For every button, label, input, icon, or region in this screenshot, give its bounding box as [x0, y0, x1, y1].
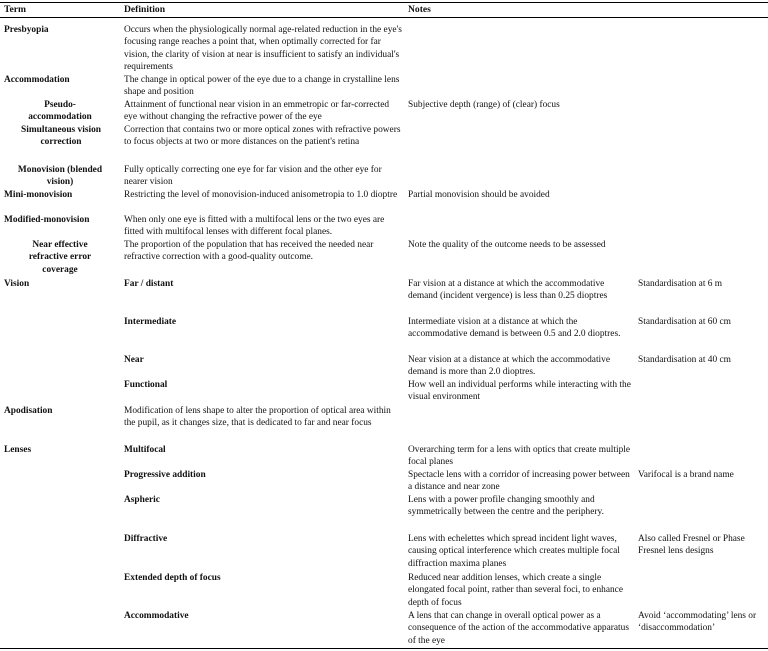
- definition-simultaneous-vision: Correction that contains two or more optical zones with refractive powers to focus objects at two or more distances on the patient's retina: [124, 125, 401, 148]
- lenses-multifocal: Multifocal: [124, 445, 166, 455]
- lenses-accommodative-extra: Avoid ‘accommodating’ lens or ‘disaccommodation’: [638, 611, 757, 634]
- term-near-effective-coverage: Near effective refractive error coverage: [28, 240, 92, 275]
- header-term: Term: [4, 4, 27, 15]
- lenses-diffractive-extra: Also called Fresnel or Phase Fresnel lens designs: [638, 534, 745, 557]
- header-definition: Definition: [124, 4, 166, 15]
- top-rule: [0, 2, 768, 3]
- vision-intermediate: Intermediate: [124, 317, 177, 327]
- lenses-extended-depth: Extended depth of focus: [124, 573, 221, 583]
- term-mini-monovision: Mini-monovision: [4, 190, 73, 200]
- term-vision: Vision: [4, 279, 30, 289]
- definition-pseudo-accommodation: Attainment of functional near vision in an emmetropic or far-corrected eye without changing the refractive power of the eye: [124, 100, 390, 123]
- lenses-diffractive-notes: Lens with echelettes which spread incident light waves, causing optical interference which creates multiple focal diffraction maxima planes: [408, 534, 620, 569]
- definition-mini-monovision: Restricting the level of monovision-induced anisometropia to 1.0 dioptre: [124, 190, 398, 200]
- definition-presbyopia: Occurs when the physiologically normal age-related reduction in the eye's focusing range reaches a point that, when optimally corrected for far vision, the clarity of vision at near is insufficient to satisfy an individual's requirements: [124, 25, 402, 73]
- header-rule: [0, 17, 768, 18]
- definition-modified-monovision: When only one eye is fitted with a multifocal lens or the two eyes are fitted with multifocal lenses with different focal planes.: [124, 215, 385, 238]
- term-presbyopia: Presbyopia: [4, 25, 49, 35]
- lenses-extended-depth-notes: Reduced near addition lenses, which create a single elongated focal point, rather than several foci, to enhance depth of focus: [408, 573, 624, 608]
- lenses-diffractive: Diffractive: [124, 534, 168, 544]
- lenses-progressive-notes: Spectacle lens with a corridor of increasing power between a distance and near zone: [408, 470, 630, 493]
- definition-accommodation: The change in optical power of the eye due to a change in crystalline lens shape and position: [124, 75, 400, 98]
- vision-intermediate-standard: Standardisation at 60 cm: [638, 317, 731, 327]
- lenses-accommodative-notes: A lens that can change in overall optical power as a consequence of the action of the accommodative apparatus of the eye: [408, 611, 629, 646]
- term-modified-monovision: Modified-monovision: [4, 215, 90, 225]
- header-notes: Notes: [408, 4, 431, 15]
- term-accommodation: Accommodation: [4, 75, 70, 85]
- lenses-aspheric: Aspheric: [124, 495, 160, 505]
- definition-monovision: Fully optically correcting one eye for far vision and the other eye for nearer vision: [124, 165, 382, 188]
- lenses-progressive-addition: Progressive addition: [124, 470, 206, 480]
- lenses-progressive-extra: Varifocal is a brand name: [638, 470, 734, 480]
- definition-near-effective-coverage: The proportion of the population that has received the needed near refractive correction with a good-quality outcome.: [124, 240, 374, 263]
- lenses-accommodative: Accommodative: [124, 611, 189, 621]
- definition-apodisation: Modification of lens shape to alter the proportion of optical area within the pupil, as it changes size, that is dedicated to far and near focus: [124, 406, 391, 429]
- vision-far-standard: Standardisation at 6 m: [638, 279, 723, 289]
- lenses-aspheric-notes: Lens with a power profile changing smoothly and symmetrically between the centre and the periphery.: [408, 495, 604, 518]
- vision-far-distant: Far / distant: [124, 279, 174, 289]
- vision-functional-notes: How well an individual performs while interacting with the visual environment: [408, 380, 631, 403]
- term-monovision: Monovision (blended vision): [17, 165, 103, 188]
- notes-pseudo-accommodation: Subjective depth (range) of (clear) focus: [408, 100, 560, 110]
- bottom-rule: [0, 648, 768, 649]
- term-simultaneous-vision: Simultaneous vision correction: [21, 125, 101, 148]
- notes-mini-monovision: Partial monovision should be avoided: [408, 190, 550, 200]
- term-apodisation: Apodisation: [4, 406, 53, 416]
- notes-near-effective-coverage: Note the quality of the outcome needs to be assessed: [408, 240, 606, 250]
- vision-functional: Functional: [124, 380, 168, 390]
- vision-near-standard: Standardisation at 40 cm: [638, 355, 731, 365]
- term-lenses: Lenses: [4, 445, 32, 455]
- vision-far-notes: Far vision at a distance at which the accommodative demand (incident vergence) is less than 0.25 dioptres: [408, 279, 608, 302]
- vision-near-notes: Near vision at a distance at which the accommodative demand is more than 2.0 dioptres.: [408, 355, 611, 378]
- vision-intermediate-notes: Intermediate vision at a distance at which the accommodative demand is between 0.5 and 2.0 dioptres.: [408, 317, 621, 340]
- lenses-multifocal-notes: Overarching term for a lens with optics that create multiple focal planes: [408, 445, 631, 468]
- term-pseudo-accommodation: Pseudo- accommodation: [28, 100, 92, 123]
- vision-near: Near: [124, 355, 144, 365]
